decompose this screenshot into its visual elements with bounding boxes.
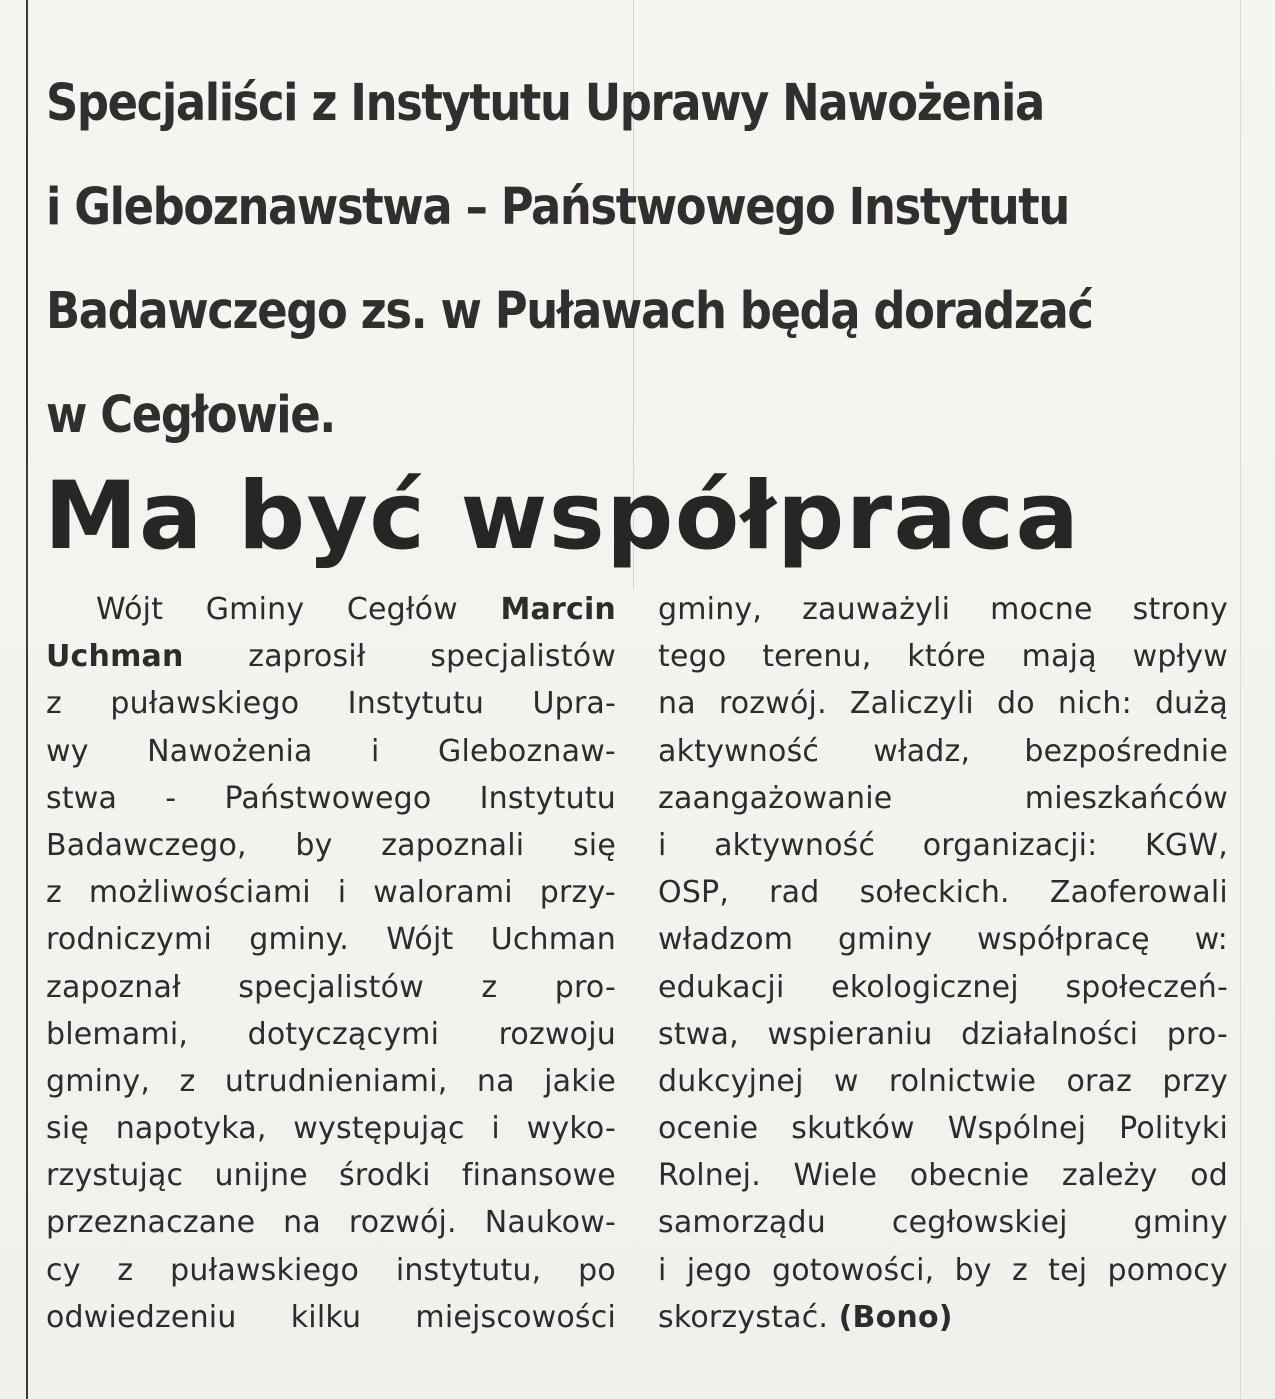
text-line (658, 1247, 1228, 1294)
word: społeczeń- (1065, 969, 1228, 1005)
word: walorami (373, 875, 513, 911)
text-line (658, 680, 1228, 727)
word: specjalistów (430, 639, 616, 675)
word: Zaoferowali (1049, 875, 1228, 911)
word: wyko- (526, 1111, 616, 1147)
word: Marcin (500, 592, 616, 627)
deck-line: w Cegłowie. (46, 386, 335, 445)
word: przy (1162, 1063, 1228, 1099)
word: które (907, 639, 986, 675)
word: nich: (1057, 686, 1132, 722)
word: z (46, 875, 62, 911)
word: wy (46, 733, 89, 769)
word: z (46, 686, 62, 722)
word: miejscowości (415, 1299, 616, 1335)
word: aktywność (658, 733, 820, 769)
word: by (295, 827, 333, 863)
word: zauważyli (802, 592, 951, 627)
word: samorządu (658, 1205, 826, 1241)
word: dotyczącymi (247, 1016, 440, 1052)
word: zaangażowanie (658, 780, 893, 816)
word: stwa, (658, 1016, 739, 1052)
text-line (658, 1105, 1228, 1152)
text-line (658, 728, 1228, 775)
word: Cegłów (346, 592, 458, 627)
word: na (476, 1063, 515, 1099)
word: Wójt (96, 592, 164, 627)
word: aktywność (714, 827, 876, 863)
word: Uchman (490, 922, 616, 958)
word: obecnie (909, 1158, 1030, 1194)
word: w (833, 1063, 859, 1099)
deck-line: Badawczego zs. w Puławach będą doradzać (46, 282, 1093, 341)
word: stwa (46, 780, 118, 816)
word: puławskiego (170, 1252, 360, 1288)
word: z (1011, 1252, 1028, 1288)
word: cy (46, 1252, 81, 1288)
word: mieszkańców (1024, 780, 1228, 816)
text-line (46, 775, 616, 822)
word: jakie (544, 1063, 616, 1099)
word: unijne (214, 1158, 308, 1194)
word: Wiele (793, 1158, 878, 1194)
text-line (46, 1199, 616, 1246)
article-headline: Ma być współpraca (44, 462, 1081, 571)
word: władzom (658, 922, 794, 958)
word: i (491, 1111, 500, 1147)
deck-line: i Gleboznawstwa – Państwowego Instytutu (46, 178, 1069, 237)
text-line (658, 1011, 1228, 1058)
text-line (658, 869, 1228, 916)
word: od (1190, 1158, 1228, 1194)
word: zaprosił (248, 639, 366, 675)
word: po (578, 1252, 616, 1288)
word: dużą (1154, 686, 1228, 722)
word: rad (769, 875, 820, 911)
word: na (283, 1205, 321, 1241)
word: mają (1021, 639, 1097, 675)
word: i (337, 875, 347, 911)
word: puławskiego (110, 686, 300, 722)
word: oraz (1066, 1063, 1133, 1099)
word: dukcyjnej (658, 1063, 804, 1099)
word: Rolnej. (658, 1158, 761, 1194)
word: Uchman (46, 639, 184, 675)
word: Instytutu (347, 686, 485, 722)
word: z (117, 1252, 134, 1288)
article-body-right-column (658, 586, 1228, 1341)
text-line (658, 586, 1228, 633)
word: bezpośrednie (1024, 733, 1228, 769)
word: możliwościami (88, 875, 311, 911)
word: pro- (554, 969, 616, 1005)
word: Upra- (532, 686, 616, 722)
word: rodniczymi (46, 922, 212, 958)
word: działalności (961, 1016, 1139, 1052)
word: Polityki (1119, 1111, 1228, 1147)
word: Nawożenia (147, 733, 313, 769)
word: ocenie (658, 1111, 759, 1147)
word: Instytutu (479, 780, 616, 816)
word: gotowości, (771, 1252, 935, 1288)
word: współpracę (977, 922, 1150, 958)
text-line (46, 869, 616, 916)
text-line (46, 822, 616, 869)
column-rule-right (1240, 0, 1241, 1399)
word: blemami, (46, 1016, 189, 1052)
word: na (658, 686, 696, 722)
column-rule-left (26, 0, 28, 1399)
word: gminy. (249, 922, 350, 958)
word: tej (1048, 1252, 1088, 1288)
article-body-left-column (46, 586, 616, 1341)
word: jego (686, 1252, 752, 1288)
word: Państwowego (224, 780, 432, 816)
word: Naukow- (484, 1205, 616, 1241)
text-line (46, 1058, 616, 1105)
text-line (46, 633, 616, 680)
text-line (46, 586, 616, 633)
word: gminy, (658, 592, 763, 627)
word: i (371, 733, 380, 769)
text-line (658, 916, 1228, 963)
word: i (658, 827, 667, 863)
word: utrudnieniami, (224, 1063, 448, 1099)
word: OSP, (658, 875, 730, 911)
word: zapoznali (381, 827, 525, 863)
word: rzystując (46, 1158, 184, 1194)
text-line (46, 1105, 616, 1152)
word: Zaliczyli (849, 686, 974, 722)
word: Gminy (205, 592, 305, 627)
word: (Bono) (838, 1299, 953, 1335)
word: do (997, 686, 1035, 722)
text-line (658, 1152, 1228, 1199)
text-line (658, 822, 1228, 869)
word: się (572, 827, 616, 863)
word: rolnictwie (888, 1063, 1037, 1099)
text-line (658, 1058, 1228, 1105)
text-line (46, 1294, 616, 1341)
word: by (954, 1252, 992, 1288)
word: terenu, (762, 639, 872, 675)
text-line (46, 728, 616, 775)
text-line (46, 1011, 616, 1058)
word: skutków (791, 1111, 915, 1147)
word: Wójt (386, 922, 454, 958)
word: władz, (873, 733, 971, 769)
word: zależy (1061, 1158, 1158, 1194)
word: specjalistów (238, 969, 424, 1005)
word: zapoznał (46, 969, 181, 1005)
text-line (46, 1247, 616, 1294)
word: Badawczego, (46, 827, 247, 863)
word: z (179, 1063, 196, 1099)
text-line (46, 680, 616, 727)
word: w: (1194, 922, 1228, 958)
word: ekologicznej (831, 969, 1019, 1005)
word: organizacji: (922, 827, 1098, 863)
word: strony (1132, 592, 1228, 627)
word: pro- (1166, 1016, 1228, 1052)
text-line (46, 916, 616, 963)
word: rozwój. (348, 1205, 457, 1241)
text-line (658, 1294, 1228, 1341)
word: z (481, 969, 498, 1005)
deck-line: Specjaliści z Instytutu Uprawy Nawożenia (46, 74, 1044, 133)
word: kilku (290, 1299, 362, 1335)
word: wpływ (1132, 639, 1228, 675)
word: występując (293, 1111, 465, 1147)
word: napotyka, (115, 1111, 267, 1147)
word: Wspólnej (947, 1111, 1087, 1147)
word: edukacji (658, 969, 785, 1005)
word: cegłowskiej (891, 1205, 1068, 1241)
word: mocne (990, 592, 1093, 627)
word: środki (339, 1158, 431, 1194)
word: instytutu, (395, 1252, 542, 1288)
word: skorzystać. (658, 1299, 829, 1335)
word: tego (658, 639, 727, 675)
text-line (658, 1199, 1228, 1246)
word: Gleboznaw- (438, 733, 616, 769)
text-line (46, 964, 616, 1011)
word: pomocy (1107, 1252, 1228, 1288)
article-deck (46, 52, 1093, 468)
word: gminy (1133, 1205, 1228, 1241)
word: gminy, (46, 1063, 151, 1099)
word: rozwój. (718, 686, 827, 722)
text-line (46, 1152, 616, 1199)
text-line (658, 633, 1228, 680)
word: KGW, (1145, 827, 1228, 863)
word: finansowe (461, 1158, 616, 1194)
word: sołeckich. (859, 875, 1010, 911)
text-line (658, 964, 1228, 1011)
word: wspieraniu (767, 1016, 933, 1052)
word: i (658, 1252, 667, 1288)
word: się (46, 1111, 90, 1147)
word: przy- (539, 875, 616, 911)
word: odwiedzeniu (46, 1299, 237, 1335)
word: rozwoju (498, 1016, 616, 1052)
text-line (658, 775, 1228, 822)
word: przeznaczane (46, 1205, 256, 1241)
word: gminy (837, 922, 933, 958)
word: - (165, 780, 177, 816)
